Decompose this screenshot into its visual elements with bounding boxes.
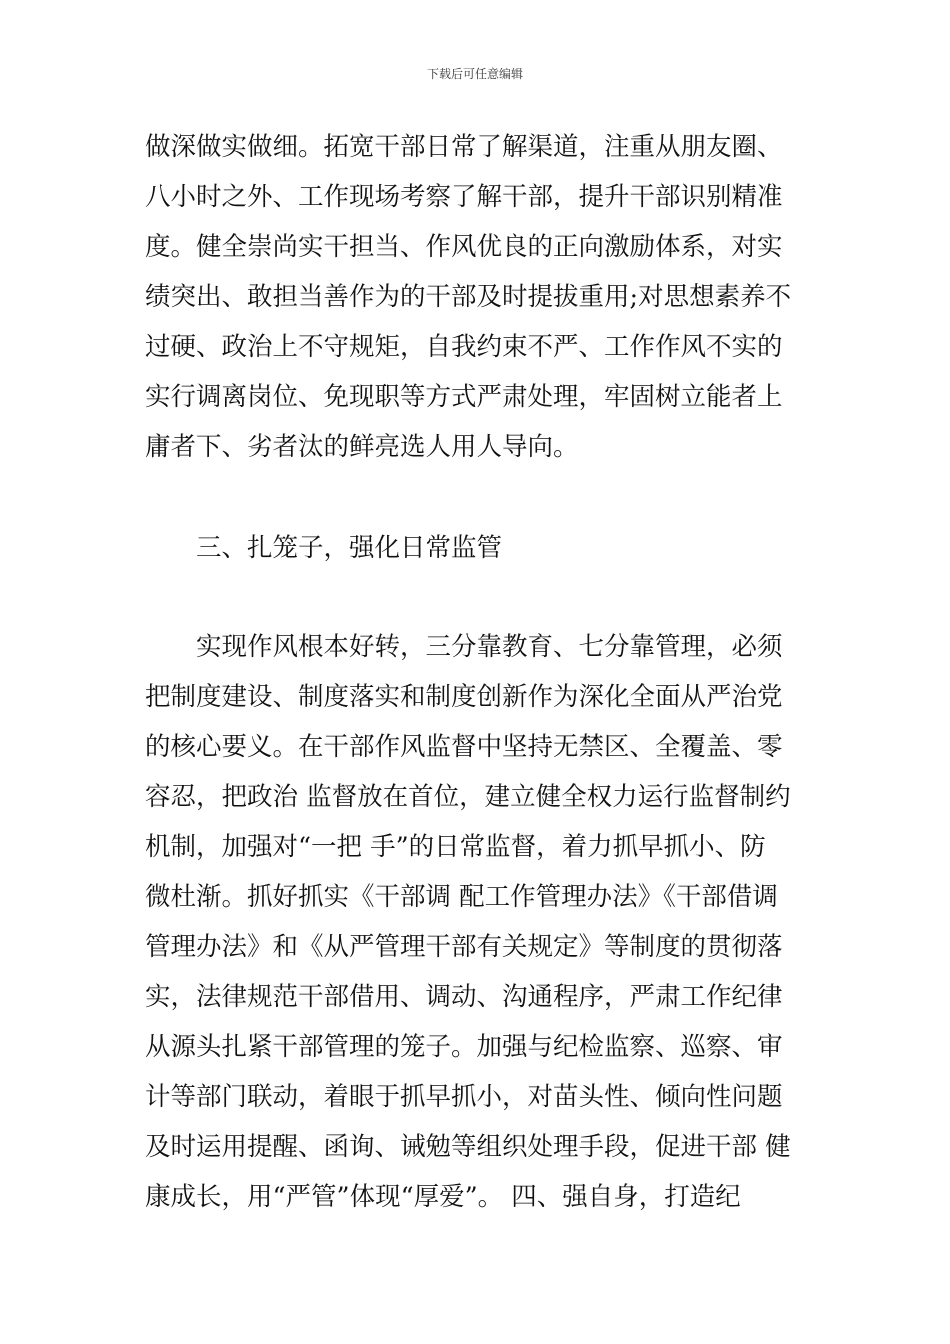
paragraph-line: 管理办法》和《从严管理干部有关规定》等制度的贯彻落	[145, 932, 783, 962]
paragraph-line: 把制度建设、制度落实和制度创新作为深化全面从严治党	[145, 682, 783, 712]
paragraph-line: 过硬、政治上不守规矩，自我约束不严、工作作风不实的	[145, 332, 783, 362]
paragraph-line: 八小时之外、工作现场考察了解干部，提升干部识别精准	[145, 182, 783, 212]
paragraph-line: 及时运用提醒、函询、诫勉等组织处理手段，促进干部 健	[145, 1132, 791, 1162]
paragraph-line: 的核心要义。在干部作风监督中坚持无禁区、全覆盖、零	[145, 732, 783, 762]
paragraph-line: 机制，加强对“一把 手”的日常监督，着力抓早抓小、防	[145, 832, 766, 862]
paragraph-line: 实现作风根本好转，三分靠教育、七分靠管理，必须	[196, 632, 783, 662]
paragraph-line: 康成长，用“严管”体现“厚爱”。 四、强自身，打造纪	[145, 1182, 741, 1212]
section-heading: 三、扎笼子，强化日常监管	[196, 533, 503, 563]
paragraph-line: 计等部门联动，着眼于抓早抓小，对苗头性、倾向性问题	[145, 1082, 783, 1112]
paragraph-line: 做深做实做细。拓宽干部日常了解渠道，注重从朋友圈、	[145, 132, 783, 162]
paragraph-line: 微杜渐。抓好抓实《干部调 配工作管理办法》《干部借调	[145, 882, 778, 912]
paragraph-line: 庸者下、劣者汰的鲜亮选人用人导向。	[145, 432, 579, 462]
paragraph-line: 从源头扎紧干部管理的笼子。加强与纪检监察、巡察、审	[145, 1032, 783, 1062]
paragraph-line: 容忍，把政治 监督放在首位，建立健全权力运行监督制约	[145, 782, 791, 812]
paragraph-line: 绩突出、敢担当善作为的干部及时提拔重用;对思想素养不	[145, 282, 792, 312]
paragraph-line: 实，法律规范干部借用、调动、沟通程序，严肃工作纪律	[145, 982, 783, 1012]
paragraph-line: 实行调离岗位、免现职等方式严肃处理，牢固树立能者上	[145, 382, 783, 412]
page-header: 下载后可任意编辑	[426, 67, 523, 81]
paragraph-line: 度。健全崇尚实干担当、作风优良的正向激励体系，对实	[145, 232, 783, 262]
